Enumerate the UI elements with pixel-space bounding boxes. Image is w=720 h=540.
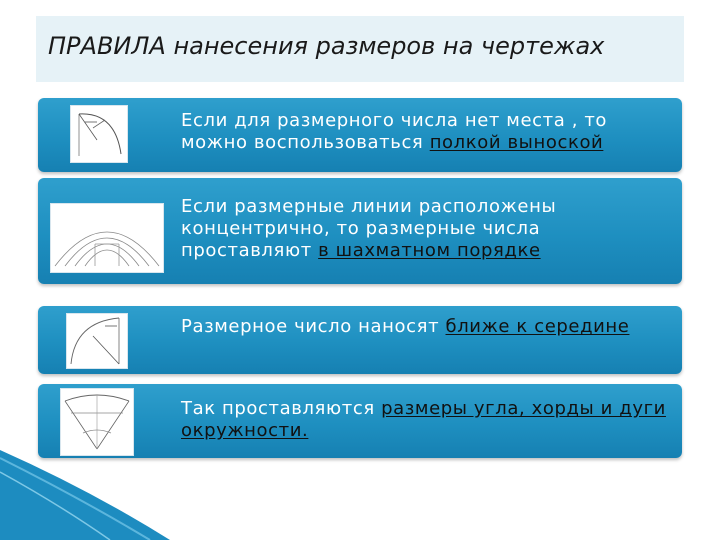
rule-card-2 <box>38 178 682 284</box>
rule-highlight-4: размеры угла, хорды и дуги окружности. <box>181 398 666 441</box>
rule-card-1 <box>38 98 682 172</box>
rule-text-4: Так проставляются размеры угла, хорды и дуги окружности. <box>181 398 666 441</box>
rule-card-4 <box>38 384 682 458</box>
rule-highlight-1: полкой выноской <box>429 132 604 153</box>
corner-swoosh-decoration <box>0 450 720 540</box>
slide-title: ПРАВИЛА нанесения размеров на чертежах <box>48 32 605 60</box>
rule-text-2: Если размерные линии расположены концентрично, то размерные числа проставляют в шахматном порядке <box>181 196 557 261</box>
arc-radius-drawing-icon <box>66 313 128 369</box>
rule-highlight-2: в шахматном порядке <box>318 240 541 261</box>
angle-chord-arc-drawing-icon <box>60 388 134 456</box>
arc-leader-shelf-drawing-icon <box>70 105 128 163</box>
rule-text-3: Размерное число наносят ближе к середине <box>181 316 630 337</box>
rule-highlight-3: ближе к середине <box>445 316 630 337</box>
concentric-arcs-drawing-icon <box>50 203 164 273</box>
title-banner <box>36 16 684 82</box>
rule-text-1: Если для размерного числа нет места , то можно воспользоваться полкой выноской <box>181 110 608 153</box>
rule-card-3 <box>38 306 682 374</box>
